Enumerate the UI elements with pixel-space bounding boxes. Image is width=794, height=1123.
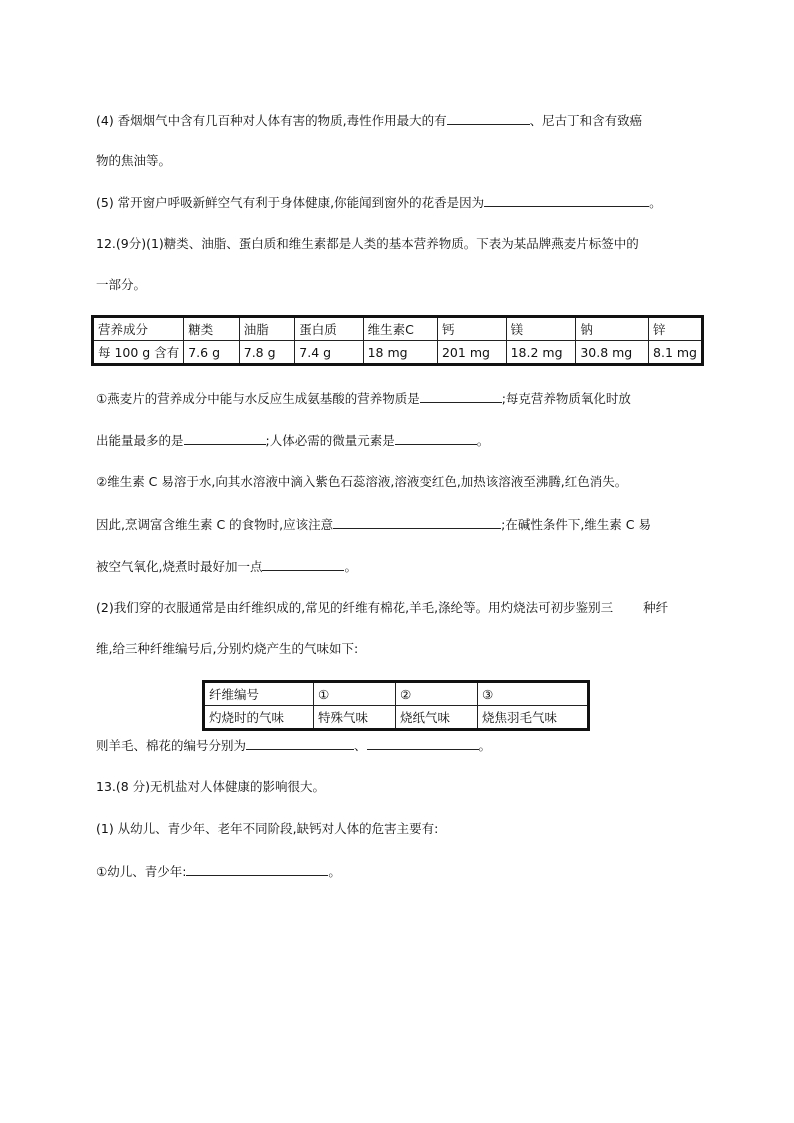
table-cell: 糖类 (184, 317, 240, 341)
q13-sub1-blank[interactable] (186, 863, 328, 876)
table-cell: 7.8 g (239, 341, 295, 365)
q12-part2-text-d: 则羊毛、棉花的编号分别为 (96, 738, 247, 753)
table-cell: 烧焦羽毛气味 (478, 706, 589, 730)
table-cell: 18.2 mg (506, 341, 576, 365)
q12-p1-blank1[interactable] (420, 390, 502, 403)
q12-p1-text-d: ;人体必需的微量元素是 (265, 433, 395, 448)
q12-p1-line2 (96, 432, 489, 449)
q13-item1-line (96, 821, 438, 837)
table-cell: ② (396, 682, 478, 706)
q13-sub1-end: 。 (328, 864, 341, 879)
table-cell: 灼烧时的气味 (204, 706, 314, 730)
table-cell: 维生素C (363, 317, 437, 341)
table-cell: 镁 (506, 317, 576, 341)
q12-part2-text-b: 种纤 (643, 600, 669, 615)
table-cell: 7.6 g (184, 341, 240, 365)
q11-item5-blank[interactable] (484, 194, 649, 207)
q13-intro-line (96, 779, 325, 795)
table-cell: 7.4 g (295, 341, 363, 365)
q11-item5-line (96, 194, 662, 211)
q12-p2-text-a: ②维生素 C 易溶于水,向其水溶液中滴入紫色石蕊溶液,溶液变红色,加热该溶液至沸腾,红色消失。 (96, 474, 628, 489)
q12-p1-text-c: 出能量最多的是 (96, 433, 184, 448)
q11-item4-text-b: 、尼古丁和含有致癌 (529, 113, 643, 128)
table-cell: 每 100 g 含有 (93, 341, 184, 365)
table-cell: 8.1 mg (649, 341, 703, 365)
q12-p2-end: 。 (344, 559, 357, 574)
q12-intro-text-b: 一部分。 (96, 277, 147, 292)
q11-item4-text-a: (4) 香烟烟气中含有几百种对人体有害的物质,毒性作用最大的有 (96, 113, 447, 128)
table-cell: 营养成分 (93, 317, 184, 341)
q12-part2-blank1[interactable] (246, 737, 354, 750)
table-cell: 钙 (437, 317, 506, 341)
table-cell: 纤维编号 (204, 682, 314, 706)
table-cell: 18 mg (363, 341, 437, 365)
q12-p2-text-b: 因此,烹调富含维生素 C 的食物时,应该注意 (96, 517, 334, 532)
table-cell: 201 mg (437, 341, 506, 365)
q12-p2-text-d: 被空气氧化,烧煮时最好加一点 (96, 559, 263, 574)
table-row (93, 341, 703, 365)
q12-part2-line1 (96, 600, 668, 616)
q11-item5-end: 。 (649, 195, 662, 210)
q12-part2-blank2[interactable] (367, 737, 479, 750)
q12-p2-line1 (96, 474, 627, 490)
table-cell: 油脂 (239, 317, 295, 341)
table-cell: ③ (478, 682, 589, 706)
q12-intro-line1 (96, 236, 639, 252)
q12-p1-blank2[interactable] (184, 432, 266, 445)
table-row (204, 682, 589, 706)
q12-p2-blank2[interactable] (262, 558, 344, 571)
q11-item4-blank[interactable] (447, 112, 530, 125)
q13-intro-text: 13.(8 分)无机盐对人体健康的影响很大。 (96, 779, 326, 794)
q13-sub1-line (96, 863, 341, 880)
q11-item5-text: (5) 常开窗户呼吸新鲜空气有利于身体健康,你能闻到窗外的花香是因为 (96, 195, 485, 210)
table-row (93, 317, 703, 341)
q12-part2-line2 (96, 641, 358, 657)
q12-part2-text-a: (2)我们穿的衣服通常是由纤维织成的,常见的纤维有棉花,羊毛,涤纶等。用灼烧法可初步鉴别三 (96, 600, 614, 615)
q12-part2-answer-line (96, 737, 491, 754)
table-cell: 钠 (576, 317, 649, 341)
table-row (204, 706, 589, 730)
q12-intro-line2 (96, 277, 146, 293)
q12-p1-end: 。 (476, 433, 490, 448)
q13-item1-text: (1) 从幼儿、青少年、老年不同阶段,缺钙对人体的危害主要有: (96, 821, 439, 836)
nutrition-table (91, 315, 704, 366)
q12-part2-text-c: 维,给三种纤维编号后,分别灼烧产生的气味如下: (96, 641, 359, 656)
q11-item4-line1 (96, 112, 642, 129)
q11-item4-text-c: 物的焦油等。 (96, 153, 172, 168)
q12-part2-end: 。 (478, 738, 492, 753)
q12-p1-blank3[interactable] (395, 432, 477, 445)
fiber-table (202, 680, 590, 731)
table-cell: 蛋白质 (295, 317, 363, 341)
q12-p1-line1 (96, 390, 631, 407)
q12-p1-text-a: ①燕麦片的营养成分中能与水反应生成氨基酸的营养物质是 (96, 391, 420, 406)
table-cell: ① (314, 682, 396, 706)
q12-p2-line2 (96, 516, 651, 533)
table-cell: 特殊气味 (314, 706, 396, 730)
q12-p2-text-c: ;在碱性条件下,维生素 C 易 (501, 517, 651, 532)
table-cell: 锌 (649, 317, 703, 341)
q13-sub1-text: ①幼儿、青少年: (96, 864, 187, 879)
q12-intro-text-a: 12.(9分)(1)糖类、油脂、蛋白质和维生素都是人类的基本营养物质。下表为某品牌燕麦片标签中的 (96, 236, 639, 251)
q12-p2-line3 (96, 558, 357, 575)
q12-p2-blank1[interactable] (333, 516, 501, 529)
q12-part2-sep: 、 (354, 738, 367, 753)
q12-p1-text-b: ;每克营养物质氧化时放 (501, 391, 631, 406)
table-cell: 烧纸气味 (396, 706, 478, 730)
q11-item4-line2 (96, 153, 171, 169)
table-cell: 30.8 mg (576, 341, 649, 365)
